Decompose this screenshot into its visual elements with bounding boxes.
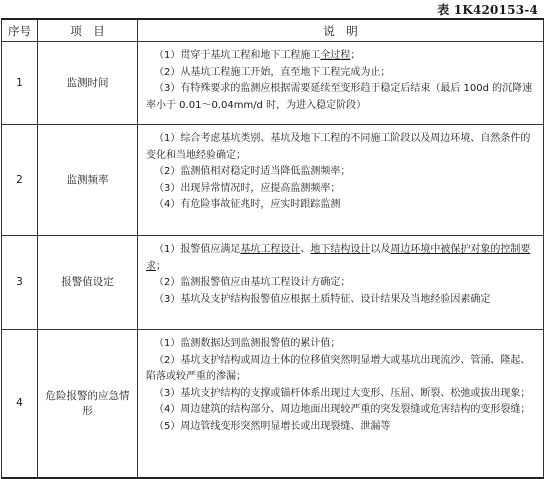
description-text: （1）监测数据达到监测报警值的累计值； (154, 338, 341, 349)
description-text: 以及 (370, 244, 391, 255)
description-line (146, 353, 537, 386)
description-line (146, 292, 537, 309)
description-text: （2）基坑支护结构或周边土体的位移值突然明显增大或基坑出现流沙、管涌、隆起、陷落或较严重的渗漏； (146, 354, 531, 382)
description-line (146, 242, 537, 275)
description-line (146, 419, 537, 436)
row-item: 监测频率 (38, 125, 138, 236)
description-line (146, 386, 537, 403)
description-text: （4）周边建筑的结构部分、周边地面出现较严重的突发裂缝或危害结构的变形裂缝； (154, 404, 531, 415)
description-text: 、 (300, 244, 311, 255)
underlined-key-term: 地下结构设计 (310, 244, 371, 255)
description-line (146, 181, 537, 198)
description-text: （3）基坑支护结构的支撑或锚杆体系出现过大变形、压屈、断裂、松弛或拔出现象； (154, 387, 531, 399)
description-text: ； (156, 260, 166, 272)
description-text: （5）周边管线变形突然明显增长或出现裂缝、泄漏等 (154, 420, 391, 432)
table-row (2, 125, 544, 236)
monitoring-table (1, 18, 544, 479)
row-description (138, 236, 544, 330)
row-description (138, 125, 544, 236)
description-line (146, 197, 537, 214)
description-text: （1）报警值应满足 (154, 244, 241, 255)
underlined-key-term: 全过程 (320, 50, 351, 61)
header-item: 项 目 (38, 19, 138, 42)
description-text: （4）有危险事故征兆时，应实时跟踪监测 (154, 199, 341, 210)
description-text: （3）有特殊要求的监测应根据需要延续至变形趋于稳定后结束（最后 100d 的沉降速率小于 0.01～0.04mm/d 时，为进入稳定阶段） (146, 83, 533, 111)
row-description (138, 42, 544, 125)
table-row (2, 42, 544, 125)
description-line (146, 164, 537, 181)
table-header-row (2, 19, 544, 42)
description-text: （2）监测报警值应由基坑工程设计方确定； (154, 277, 351, 288)
underlined-key-term: 基坑工程设计 (240, 244, 301, 255)
description-text: （3）出现异常情况时，应提高监测频率； (154, 182, 341, 194)
description-line (146, 48, 537, 65)
table-caption: 表 1K420153-4 (437, 3, 538, 17)
description-line (146, 336, 537, 353)
description-text: （1）综合考虑基坑类别、基坑及地下工程的不同施工阶段以及周边环境、自然条件的变化和当地经验确定； (146, 133, 531, 161)
row-number: 1 (2, 42, 38, 125)
table-row (2, 236, 544, 330)
description-line (146, 402, 537, 419)
row-item: 监测时间 (38, 42, 138, 125)
description-text: ； (350, 50, 361, 61)
description-text: （3）基坑及支护结构报警值应根据土质特征、设计结果及当地经验因素确定 (154, 293, 491, 305)
header-desc: 说 明 (138, 19, 544, 42)
description-line (146, 81, 537, 114)
header-no: 序号 (2, 19, 38, 42)
row-item: 危险报警的应急情形 (38, 330, 138, 479)
row-number: 2 (2, 125, 38, 236)
row-item: 报警值设定 (38, 236, 138, 330)
table-row (2, 330, 544, 479)
description-text: （1）贯穿于基坑工程和地下工程施工 (154, 50, 321, 61)
description-line (146, 65, 537, 82)
underlined-key-term: 周边环境中被保护对象的控制要求 (146, 244, 531, 272)
description-text: （2）从基坑工程施工开始，直至地下工程完成为止； (154, 66, 391, 78)
row-description (138, 330, 544, 479)
row-number: 3 (2, 236, 38, 330)
row-number: 4 (2, 330, 38, 479)
description-text: （2）监测值相对稳定时适当降低监测频率； (154, 166, 351, 177)
description-line (146, 275, 537, 292)
description-line (146, 131, 537, 164)
